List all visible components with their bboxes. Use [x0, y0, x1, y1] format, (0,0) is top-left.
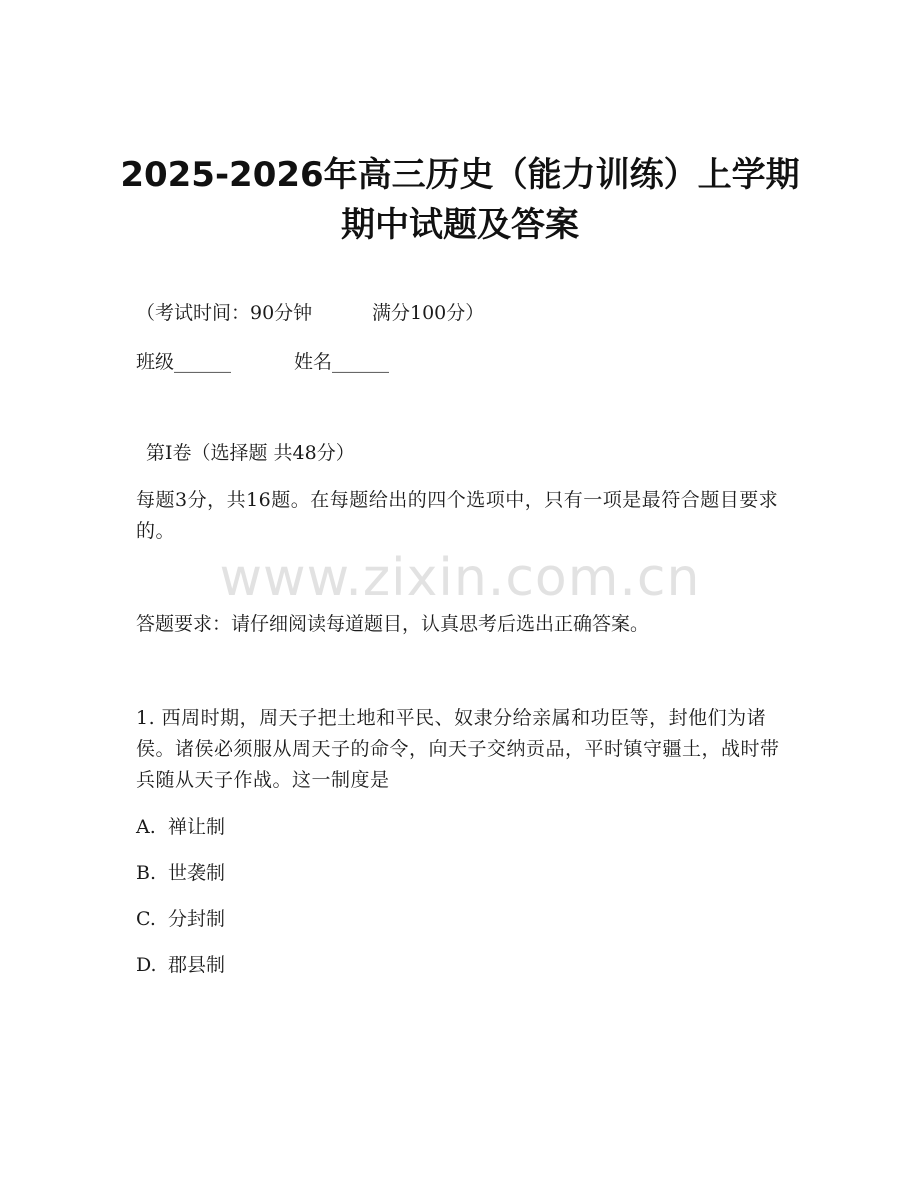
question-stem: 1. 西周时期，周天子把土地和平民、奴隶分给亲属和功臣等，封他们为诸侯。诸侯必须服从周天子的命令，向天子交纳贡品，平时镇守疆土，战时带兵随从天子作战。这一制度是 [136, 707, 780, 791]
option-d-text: 郡县制 [168, 954, 226, 976]
option-a-letter: A. [136, 816, 156, 838]
full-score: 满分100分） [372, 302, 485, 324]
watermark: www.zixin.com.cn [219, 548, 701, 608]
option-c-text: 分封制 [168, 908, 226, 930]
exam-time: （考试时间：90分钟 [136, 302, 313, 324]
document-title [120, 150, 800, 250]
option-d-letter: D. [136, 954, 157, 976]
title-line-2: 期中试题及答案 [341, 205, 579, 245]
title-line-1: 2025-2026年高三历史（能力训练）上学期 [120, 155, 800, 195]
option-c-letter: C. [136, 908, 156, 930]
name-field-label: 姓名______ [294, 351, 390, 373]
option-b-text: 世袭制 [168, 862, 226, 884]
option-b [136, 859, 225, 887]
section-heading: 第Ⅰ卷（选择题 共48分） [146, 442, 355, 464]
option-a-text: 禅让制 [168, 816, 226, 838]
option-a [136, 813, 225, 841]
answer-requirement: 答题要求：请仔细阅读每道题目，认真思考后选出正确答案。 [136, 613, 650, 635]
option-d [136, 951, 225, 979]
section-instruction: 每题3分，共16题。在每题给出的四个选项中，只有一项是最符合题目要求的。 [136, 489, 779, 542]
class-field-label: 班级______ [136, 351, 232, 373]
option-b-letter: B. [136, 862, 157, 884]
option-c [136, 905, 225, 933]
